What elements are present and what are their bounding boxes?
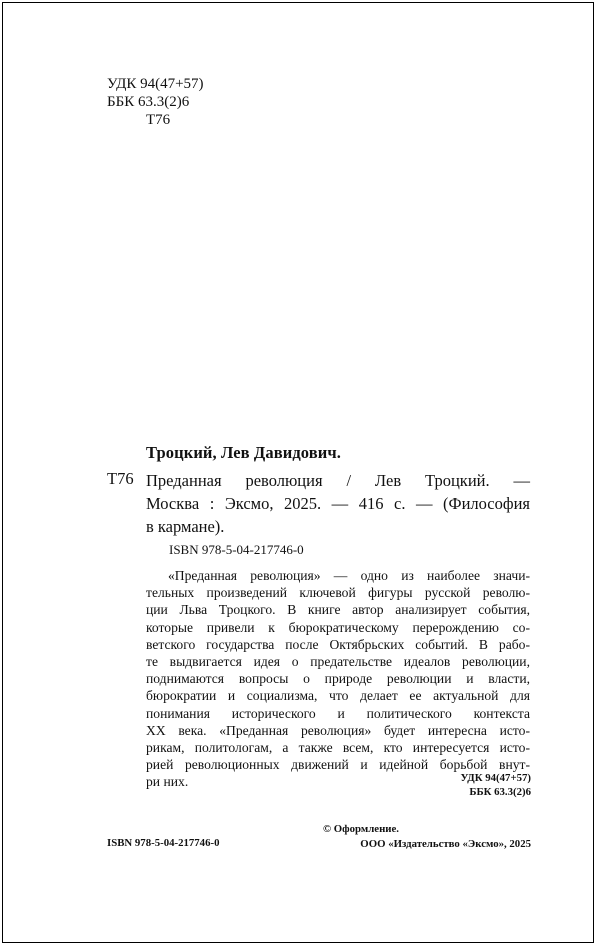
copyright-design: © Оформление. — [323, 823, 400, 835]
annotation-line: ри них. — [146, 774, 189, 790]
isbn: ISBN 978-5-04-217746-0 — [169, 542, 304, 557]
imprint-page — [2, 2, 594, 943]
isbn-bottom: ISBN 978-5-04-217746-0 — [107, 837, 220, 849]
annotation-line: бюрократии и социализма, что делает ее актуальной для — [146, 688, 530, 704]
annotation — [146, 567, 530, 791]
annotation-line: рией революционных движений и идейной борьбой внут- — [146, 757, 530, 773]
classification-codes-bottom — [435, 771, 531, 799]
annotation-line: XX века. «Преданная революция» будет интересна исто- — [146, 722, 530, 738]
copyright-publisher: ООО «Издательство «Эксмо», 2025 — [360, 838, 531, 850]
annotation-line: ции Льва Троцкого. В книге автор анализирует события, — [146, 602, 530, 618]
bib-line: Москва : Эксмо, 2025. — 416 с. — (Философия — [146, 494, 530, 513]
annotation-line: которые привели к бюрократическому перерождению со- — [146, 619, 530, 635]
annotation-line: тельных произведений ключевой фигуры русской револю- — [146, 585, 530, 601]
author-heading: Троцкий, Лев Давидович. — [146, 443, 341, 462]
classification-codes-top — [107, 75, 204, 129]
bibliographic-description — [146, 469, 530, 538]
bbk-code-bottom: ББК 63.3(2)6 — [469, 786, 531, 798]
annotation-line: рикам, политологам, а также всем, кто интересуется исто- — [146, 740, 530, 756]
copyright-block — [307, 822, 531, 852]
annotation-line: «Преданная революция» — одно из наиболее значи- — [168, 568, 530, 583]
annotation-line: те выдвигается идея о предательстве идеалов революции, — [146, 654, 530, 670]
annotation-line: понимания исторического и политического контекста — [146, 705, 530, 721]
bib-line: Преданная революция / Лев Троцкий. — — [146, 471, 530, 490]
bbk-code: ББК 63.3(2)6 — [107, 94, 190, 110]
udk-code-bottom: УДК 94(47+57) — [460, 772, 531, 784]
author-mark-side: Т76 — [107, 469, 134, 488]
bib-line: в кармане). — [146, 517, 225, 536]
author-mark: Т76 — [146, 112, 171, 128]
annotation-line: поднимаются вопросы о природе революции и власти, — [146, 671, 530, 687]
annotation-line: ветского государства после Октябрьских событий. В рабо- — [146, 636, 530, 652]
udk-code: УДК 94(47+57) — [107, 76, 204, 92]
